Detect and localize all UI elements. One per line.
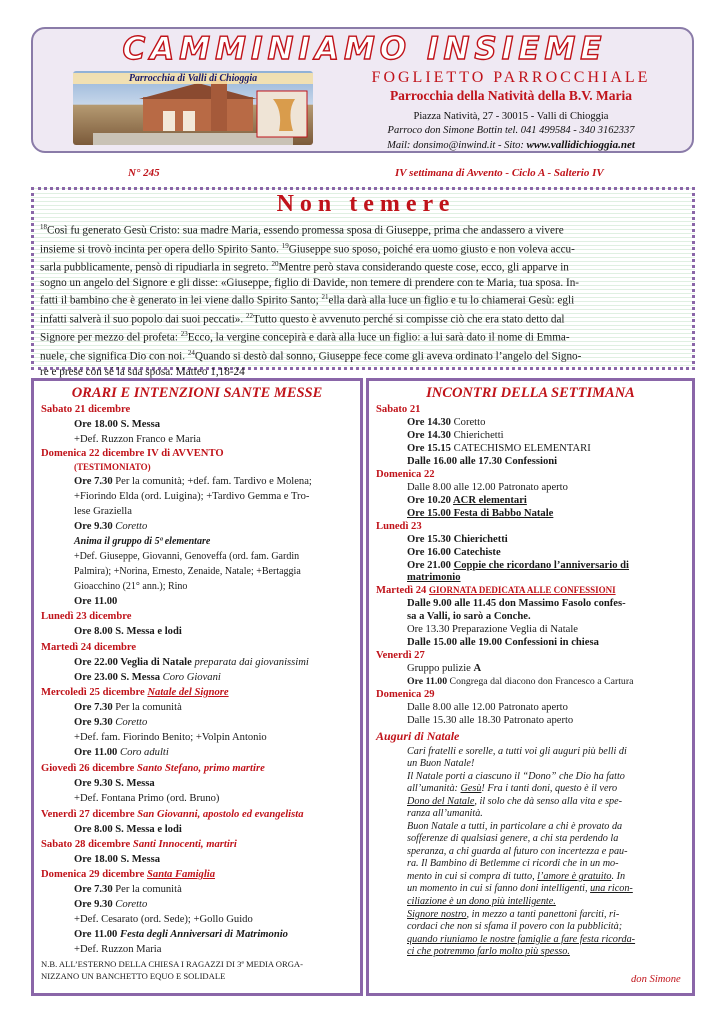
verse-text: sarla pubblicamente, pensò di ripudiarla in segreto. (40, 261, 272, 274)
church-photo (73, 71, 313, 145)
mass-schedule-title: ORARI E INTENZIONI SANTE MESSE (71, 385, 323, 401)
mass-time: Ore 11.00 Festa degli Anniversari di Matrimonio (74, 929, 288, 940)
day-heading: Giovedì 26 dicembre Santo Stefano, primo martire (41, 763, 265, 774)
day-heading: Domenica 29 dicembre Santa Famiglia (41, 869, 216, 880)
day-heading: Martedì 24 dicembre (41, 642, 137, 653)
parish-name: Parrocchia della Natività della B.V. Maria (389, 88, 633, 103)
intention: +Def. Fontana Primo (ord. Bruno) (74, 793, 220, 804)
photo-caption: Parrocchia di Valli di Chioggia (73, 73, 313, 84)
event: Dalle 8.00 alle 12.00 Patronato aperto (407, 482, 568, 493)
mass-time: Ore 7.30 Per la comunità (74, 884, 182, 895)
day-note: (TESTIMONIATO) (74, 462, 151, 472)
mass-time: Ore 11.00 Coro adulti (74, 747, 169, 758)
mass-schedule-box (31, 378, 363, 996)
intention: +Def. Ruzzon Maria (74, 944, 162, 955)
verse-number: 23 (180, 330, 188, 339)
gospel-box (31, 187, 695, 378)
verse-text: Signore per mezzo del profeta: (40, 332, 181, 345)
day-heading: Mercoledì 25 dicembre Natale del Signore (41, 687, 229, 698)
signature: don Simone (631, 974, 681, 985)
verse-text: insieme si trovò incinta per opera dello Spirito Santo. (40, 243, 282, 256)
event: Gruppo pulizie A (407, 663, 482, 674)
intention: lese Graziella (74, 506, 132, 517)
mass-time: Ore 18.00 S. Messa (74, 854, 161, 865)
subtitle: FOGLIETTO PARROCCHIALE (371, 69, 651, 86)
weekly-meetings-box: INCONTRI DELLA SETTIMANA Sabato 21 Ore 14.30 Coretto Ore 14.30 Chierichetti Ore 15.15 CATECHISMO ELEMENTARI Dalle 16.00 alle 17.30 Confessioni Domenica 22 Dalle 8.00 alle 12.00 Patronato aperto Ore 10.20 ACR elementari Ore 15.00 Festa di Babbo Natale Lunedì 23 Ore 15.30 Chierichetti Ore 16.00 Catechiste Ore 21.00 Coppie che ricordano l’anniversario di matrimonio Martedì 24 GIORNATA DEDICATA ALLE CONFESSIONI Dalle 9.00 alle 11.45 don Massimo Fasolo confes- sa a Valli, io sarò a Conche. Ore 13.30 Preparazione Veglia di Natale Dalle 15.00 alle 19.00 Confessioni in chiesa Venerdì 27 Gruppo pulizie A Ore 11.00 Congrega dal diacono don Francesco a Cartura Domenica 29 Dalle 8.00 alle 12.00 Patronato aperto Dalle 15.30 alle 18.30 Patronato aperto Auguri di Natale Cari fratelli e sorelle, a tutti voi gli auguri più belli di un Buon Natale! Il Natale porti a ciascuno il “Dono” che Dio ha fatto all’umanità: Gesù! Fra i tanti doni, questo è il vero Dono del Natale, il solo che dà senso alla vita e spe- ranza all’umanità. Buon Natale a tutti, in particolare a chi è provato da sofferenze di qualsiasi genere, a chi sta perdendo la speranza, a chi guarda al futuro con incertezza e pau- ra. Il Bambino di Betlemme ci ricordi che in un mo- mento in cui si compra di tutto, l’amore è gratuito. In un momento in cui si fanno doni intelligenti, una ricon- ciliazione è un dono più intelligente. Signore nostro, in mezzo a tanti panettoni farciti, ri- cordaci che non si sfama il povero con la pubblicità; quando riuniamo le nostre famiglie a fare festa ricorda- ci che potremmo farlo molto più spesso. don Simone (366, 378, 695, 996)
event: Ore 15.30 Chierichetti (407, 534, 508, 545)
intention: Palmira); +Norina, Ernesto, Zenaide, Natale; +Bertaggia (74, 566, 301, 577)
event: Ore 13.30 Preparazione Veglia di Natale (407, 624, 579, 635)
masthead-title: CAMMINIAMO INSIEME (122, 31, 607, 67)
verse-text: Tutto questo è avvenuto perché si compisse ciò che era stato detto dal (253, 313, 565, 326)
address: Piazza Natività, 27 - 30015 - Valli di Chioggia (413, 111, 609, 122)
verse-number: 22 (246, 311, 253, 320)
event: sa a Valli, io sarò a Conche. (407, 611, 531, 622)
gospel-line (40, 327, 688, 346)
day-heading: Domenica 29 (376, 689, 435, 700)
verse-number: 21 (321, 293, 329, 302)
gospel-line (40, 220, 688, 239)
event: Ore 11.00 Congrega dal diacono don Francesco a Cartura (407, 676, 634, 687)
gospel-line (40, 239, 688, 258)
event: Ore 14.30 Coretto (407, 417, 486, 428)
day-heading: Martedì 24 GIORNATA DEDICATA ALLE CONFESSIONI (376, 585, 616, 596)
weekly-meetings-title: INCONTRI DELLA SETTIMANA (426, 385, 635, 401)
verse-text: Quando si destò dal sonno, Giuseppe fece come gli aveva ordinato l’angelo del Signo- (194, 350, 582, 363)
event: matrimonio (407, 572, 461, 583)
verse-text: Mentre però stava considerando queste cose, ecco, gli apparve in (278, 261, 569, 274)
verse-number: 19 (281, 241, 289, 250)
intention: Gioacchino (21° ann.); Rino (74, 581, 188, 592)
verse-text: nuele, che significa Dio con noi. (40, 350, 188, 363)
intention: +Def. Giuseppe, Giovanni, Genoveffa (ord. fam. Gardin (74, 551, 300, 562)
masthead-panel (31, 27, 694, 153)
intention: +Def. Cesarato (ord. Sede); +Gollo Guido (74, 914, 253, 925)
website-link[interactable]: www.vallidichioggia.net (526, 139, 635, 151)
gospel-text (40, 220, 688, 379)
verse-number: 24 (187, 348, 195, 357)
mass-time: Ore 8.00 S. Messa e lodi (74, 626, 182, 637)
verse-text: fatti il bambino che è generato in lei viene dallo Spirito Santo; (40, 295, 322, 308)
event: Dalle 8.00 alle 12.00 Patronato aperto (407, 702, 568, 713)
verse-text: Giuseppe suo sposo, poiché era uomo giusto e non voleva accu- (288, 243, 575, 256)
greetings-title: Auguri di Natale (376, 729, 460, 743)
mass-time: Ore 7.30 Per la comunità (74, 702, 182, 713)
day-heading: Lunedì 23 (376, 521, 422, 532)
day-heading: Venerdì 27 (376, 650, 425, 661)
event: Dalle 16.00 alle 17.30 Confessioni (407, 456, 558, 467)
event: Dalle 9.00 alle 11.45 don Massimo Fasolo confes- (407, 598, 626, 609)
mass-time: Ore 7.30 Per la comunità; +def. fam. Tardivo e Molena; (74, 476, 312, 487)
mass-note: Anima il gruppo di 5ª elementare (74, 536, 211, 547)
priest-contact: Parroco don Simone Bottin tel. 041 499584 - 340 3162337 (387, 125, 635, 136)
verse-text: Così fu generato Gesù Cristo: sua madre Maria, essendo promessa sposa di Giuseppe, prima che andassero a vivere (47, 224, 564, 237)
event: Dalle 15.30 alle 18.30 Patronato aperto (407, 715, 574, 726)
mass-time: Ore 23.00 S. Messa Coro Giovani (74, 672, 221, 683)
intention: +Def. fam. Fiorindo Benito; +Volpin Antonio (74, 732, 267, 743)
verse-text: sogno un angelo del Signore e gli disse: «Giuseppe, figlio di Davide, non temere di prendere con te Maria, tua sposa. In- (40, 276, 580, 289)
mass-time: Ore 9.30 Coretto (74, 521, 148, 532)
gospel-title: Non temere (276, 191, 456, 217)
event: Dalle 15.00 alle 19.00 Confessioni in chiesa (407, 637, 599, 648)
liturgical-week: IV settimana di Avvento - Ciclo A - Salterio IV (395, 167, 604, 179)
gospel-line (40, 290, 688, 309)
verse-text: re e prese con sé la sua sposa. Matteo 1,18-24 (40, 365, 245, 378)
day-heading: Venerdì 27 dicembre San Giovanni, apostolo ed evangelista (41, 809, 304, 820)
mass-time: Ore 8.00 S. Messa e lodi (74, 824, 182, 835)
verse-text: ella darà alla luce un figlio e tu lo chiamerai Gesù: egli (328, 295, 575, 308)
event: Ore 10.20 ACR elementari (407, 495, 527, 506)
email-text: Mail: donsimo@inwind.it - Sito: (387, 140, 527, 151)
gospel-line (40, 346, 688, 365)
mass-time: Ore 18.00 S. Messa (74, 419, 161, 430)
gospel-line (40, 309, 688, 328)
event: Ore 15.15 CATECHISMO ELEMENTARI (407, 443, 591, 454)
intention: +Def. Ruzzon Franco e Maria (74, 434, 201, 445)
event: Ore 14.30 Chierichetti (407, 430, 504, 441)
mass-time: Ore 9.30 S. Messa (74, 778, 155, 789)
day-heading: Sabato 21 dicembre (41, 404, 131, 415)
footnote: NIZZANO UN BANCHETTO EQUO E SOLIDALE (41, 971, 226, 981)
verse-number: 18 (40, 223, 47, 231)
mass-time: Ore 22.00 Veglia di Natale preparata dai giovanissimi (74, 657, 309, 668)
day-heading: Lunedì 23 dicembre (41, 611, 132, 622)
verse-text: infatti salverà il suo popolo dai suoi peccati». (40, 313, 246, 326)
mass-time: Ore 11.00 (74, 596, 118, 607)
event: Ore 15.00 Festa di Babbo Natale (407, 508, 554, 519)
event: Ore 21.00 Coppie che ricordano l’anniversario di (407, 560, 629, 571)
mass-time: Ore 9.30 Coretto (74, 717, 148, 728)
verse-text: Ecco, la vergine concepirà e darà alla luce un figlio: a lui sarà dato il nome di Emma- (187, 332, 570, 345)
day-heading: Sabato 21 (376, 404, 421, 415)
footnote: N.B. ALL’ESTERNO DELLA CHIESA I RAGAZZI DI 3ª MEDIA ORGA- (41, 959, 304, 969)
day-heading: Domenica 22 (376, 469, 435, 480)
gospel-line (40, 257, 688, 276)
verse-number: 20 (271, 260, 279, 269)
day-heading: Sabato 28 dicembre Santi Innocenti, martiri (41, 839, 237, 850)
issue-number: N° 245 (128, 167, 160, 179)
day-heading: Domenica 22 dicembre IV di AVVENTO (41, 448, 224, 459)
event: Ore 16.00 Catechiste (407, 547, 501, 558)
intention: +Fiorindo Elda (ord. Luigina); +Tardivo Gemma e Tro- (74, 491, 310, 502)
email-line (333, 139, 689, 151)
mass-time: Ore 9.30 Coretto (74, 899, 148, 910)
gospel-line (40, 276, 688, 291)
